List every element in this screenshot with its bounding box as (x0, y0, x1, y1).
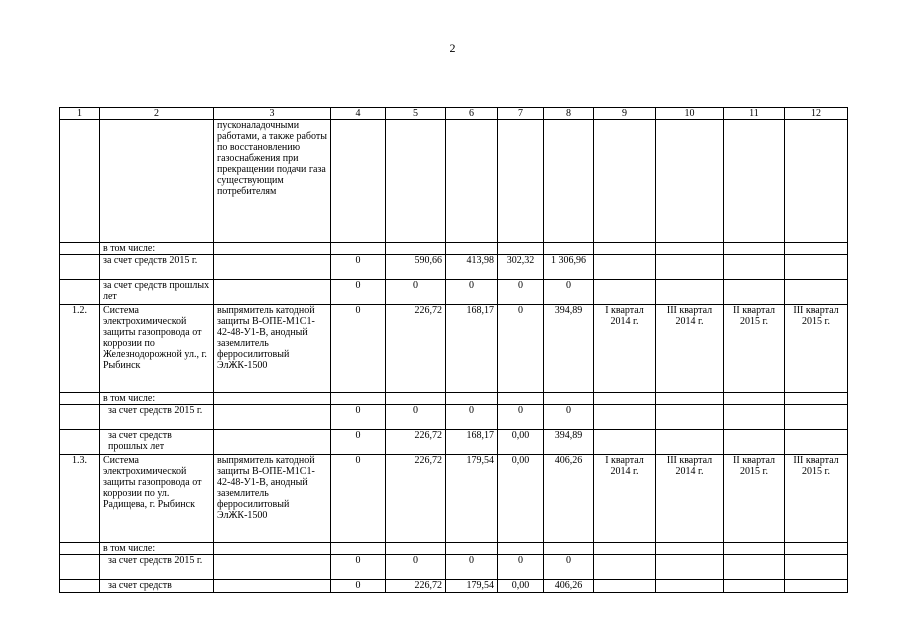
cell-col10 (656, 243, 724, 255)
cell-col6: 0 (446, 405, 498, 430)
cell-col12: III квартал 2015 г. (785, 455, 848, 543)
header-cell: 2 (100, 108, 214, 120)
cell-col11: II квартал 2015 г. (724, 455, 785, 543)
cell-col12 (785, 255, 848, 280)
cell-col8: 0 (544, 280, 594, 305)
cell-col4: 0 (331, 280, 386, 305)
cell-col9 (594, 543, 656, 555)
cell-name: за счет средств 2015 г. (100, 255, 214, 280)
cell-col12: III квартал 2015 г. (785, 305, 848, 393)
cell-col7 (498, 243, 544, 255)
cell-equipment: выпрямитель катодной защиты В-ОПЕ-М1С1-42-48-У1-В, анодный заземлитель ферросилитовый ЭлЖК-1500 (214, 305, 331, 393)
cell-col4: 0 (331, 580, 386, 593)
cell-col4: 0 (331, 555, 386, 580)
cell-col11 (724, 280, 785, 305)
cell-col10 (656, 280, 724, 305)
cell-col12 (785, 543, 848, 555)
cell-equipment: пусконаладочными работами, а также работы по восстановлению газоснабжения при прекращении подачи газа существующим потребителям (214, 120, 331, 243)
cell-name: за счет средств прошлых лет (100, 280, 214, 305)
cell-number (60, 120, 100, 243)
cell-col5: 226,72 (386, 305, 446, 393)
cell-name: в том числе: (100, 243, 214, 255)
cell-col5 (386, 543, 446, 555)
cell-col5: 0 (386, 280, 446, 305)
cell-col7: 0,00 (498, 430, 544, 455)
cell-col4 (331, 543, 386, 555)
cell-col7: 0 (498, 280, 544, 305)
cell-col8: 0 (544, 555, 594, 580)
cell-equipment (214, 393, 331, 405)
cell-col10 (656, 430, 724, 455)
cell-col5 (386, 243, 446, 255)
cell-equipment (214, 430, 331, 455)
cell-col12 (785, 580, 848, 593)
cell-col6: 168,17 (446, 430, 498, 455)
cell-col7 (498, 543, 544, 555)
header-cell: 5 (386, 108, 446, 120)
cell-col8 (544, 120, 594, 243)
cell-col9 (594, 555, 656, 580)
cell-number: 1.2. (60, 305, 100, 393)
cell-col6 (446, 393, 498, 405)
cell-col4: 0 (331, 405, 386, 430)
table-row (60, 455, 848, 543)
cell-col4 (331, 120, 386, 243)
cell-col4 (331, 243, 386, 255)
cell-col10 (656, 393, 724, 405)
cell-equipment (214, 243, 331, 255)
cell-col9 (594, 120, 656, 243)
cell-col4: 0 (331, 430, 386, 455)
cell-col8: 1 306,96 (544, 255, 594, 280)
table-row (60, 255, 848, 280)
cell-number (60, 430, 100, 455)
header-cell: 4 (331, 108, 386, 120)
cell-equipment (214, 543, 331, 555)
cell-col5: 226,72 (386, 430, 446, 455)
cell-col7 (498, 120, 544, 243)
table-row (60, 243, 848, 255)
header-cell: 3 (214, 108, 331, 120)
data-table (59, 107, 848, 593)
cell-number (60, 255, 100, 280)
cell-name: Система электрохимической защиты газопровода от коррозии по ул. Радищева, г. Рыбинск (100, 455, 214, 543)
table-row (60, 405, 848, 430)
cell-col4: 0 (331, 305, 386, 393)
table-row (60, 555, 848, 580)
cell-col8: 394,89 (544, 305, 594, 393)
cell-equipment: выпрямитель катодной защиты В-ОПЕ-М1С1-42-48-У1-В, анодный заземлитель ферросилитовый ЭлЖК-1500 (214, 455, 331, 543)
header-cell: 7 (498, 108, 544, 120)
table-row (60, 120, 848, 243)
cell-col9 (594, 580, 656, 593)
cell-equipment (214, 405, 331, 430)
cell-col6: 179,54 (446, 455, 498, 543)
cell-col9 (594, 430, 656, 455)
cell-name: за счет средств 2015 г. (100, 405, 214, 430)
cell-col9 (594, 255, 656, 280)
cell-col6 (446, 120, 498, 243)
cell-col8: 406,26 (544, 455, 594, 543)
cell-col12 (785, 280, 848, 305)
cell-number (60, 393, 100, 405)
cell-name: в том числе: (100, 393, 214, 405)
table-row (60, 430, 848, 455)
cell-col10: III квартал 2014 г. (656, 455, 724, 543)
cell-col11 (724, 255, 785, 280)
cell-col7: 0,00 (498, 580, 544, 593)
header-cell: 1 (60, 108, 100, 120)
cell-col11 (724, 555, 785, 580)
header-row (60, 108, 848, 120)
cell-col6: 0 (446, 280, 498, 305)
cell-equipment (214, 255, 331, 280)
cell-col10 (656, 555, 724, 580)
cell-number (60, 280, 100, 305)
cell-equipment (214, 555, 331, 580)
cell-col5: 0 (386, 405, 446, 430)
table-row (60, 393, 848, 405)
cell-col10 (656, 120, 724, 243)
page-number: 2 (449, 41, 456, 55)
cell-col10 (656, 405, 724, 430)
cell-col11 (724, 393, 785, 405)
cell-col11: II квартал 2015 г. (724, 305, 785, 393)
header-cell: 6 (446, 108, 498, 120)
header-cell: 11 (724, 108, 785, 120)
cell-col11 (724, 243, 785, 255)
cell-col9 (594, 405, 656, 430)
cell-col7: 302,32 (498, 255, 544, 280)
cell-col9 (594, 393, 656, 405)
cell-col9: I квартал 2014 г. (594, 455, 656, 543)
cell-name: за счет средств прошлых лет (100, 430, 214, 455)
header-cell: 12 (785, 108, 848, 120)
cell-name: за счет средств (100, 580, 214, 593)
cell-col6: 179,54 (446, 580, 498, 593)
cell-col7: 0 (498, 405, 544, 430)
cell-equipment (214, 580, 331, 593)
cell-col8 (544, 243, 594, 255)
header-cell: 9 (594, 108, 656, 120)
cell-col10 (656, 543, 724, 555)
cell-number (60, 543, 100, 555)
cell-col8: 406,26 (544, 580, 594, 593)
cell-name: за счет средств 2015 г. (100, 555, 214, 580)
cell-number (60, 405, 100, 430)
cell-col8 (544, 543, 594, 555)
cell-number (60, 555, 100, 580)
cell-col12 (785, 555, 848, 580)
table-row (60, 305, 848, 393)
cell-col4 (331, 393, 386, 405)
header-cell: 10 (656, 108, 724, 120)
cell-name: в том числе: (100, 543, 214, 555)
cell-col12 (785, 405, 848, 430)
cell-number (60, 580, 100, 593)
cell-col7: 0 (498, 555, 544, 580)
cell-col8 (544, 393, 594, 405)
cell-col6 (446, 543, 498, 555)
cell-col11 (724, 543, 785, 555)
cell-col11 (724, 430, 785, 455)
cell-col11 (724, 120, 785, 243)
table-row (60, 580, 848, 593)
cell-col10: III квартал 2014 г. (656, 305, 724, 393)
table-row (60, 543, 848, 555)
cell-col9 (594, 243, 656, 255)
cell-col12 (785, 243, 848, 255)
cell-col12 (785, 430, 848, 455)
cell-name: Система электрохимической защиты газопровода от коррозии по Железнодорожной ул., г. Рыбинск (100, 305, 214, 393)
cell-col5: 226,72 (386, 455, 446, 543)
cell-col11 (724, 405, 785, 430)
cell-col7 (498, 393, 544, 405)
cell-col7: 0,00 (498, 455, 544, 543)
cell-col5: 590,66 (386, 255, 446, 280)
cell-col11 (724, 580, 785, 593)
cell-col4: 0 (331, 255, 386, 280)
cell-col12 (785, 120, 848, 243)
cell-col6: 168,17 (446, 305, 498, 393)
cell-col6 (446, 243, 498, 255)
cell-col10 (656, 580, 724, 593)
header-cell: 8 (544, 108, 594, 120)
cell-equipment (214, 280, 331, 305)
cell-col5 (386, 120, 446, 243)
cell-number: 1.3. (60, 455, 100, 543)
cell-col5: 0 (386, 555, 446, 580)
cell-name (100, 120, 214, 243)
cell-col8: 394,89 (544, 430, 594, 455)
cell-col9: I квартал 2014 г. (594, 305, 656, 393)
cell-col6: 413,98 (446, 255, 498, 280)
cell-number (60, 243, 100, 255)
cell-col12 (785, 393, 848, 405)
cell-col5: 226,72 (386, 580, 446, 593)
cell-col6: 0 (446, 555, 498, 580)
cell-col5 (386, 393, 446, 405)
cell-col10 (656, 255, 724, 280)
cell-col7: 0 (498, 305, 544, 393)
table-row (60, 280, 848, 305)
cell-col8: 0 (544, 405, 594, 430)
cell-col4: 0 (331, 455, 386, 543)
cell-col9 (594, 280, 656, 305)
